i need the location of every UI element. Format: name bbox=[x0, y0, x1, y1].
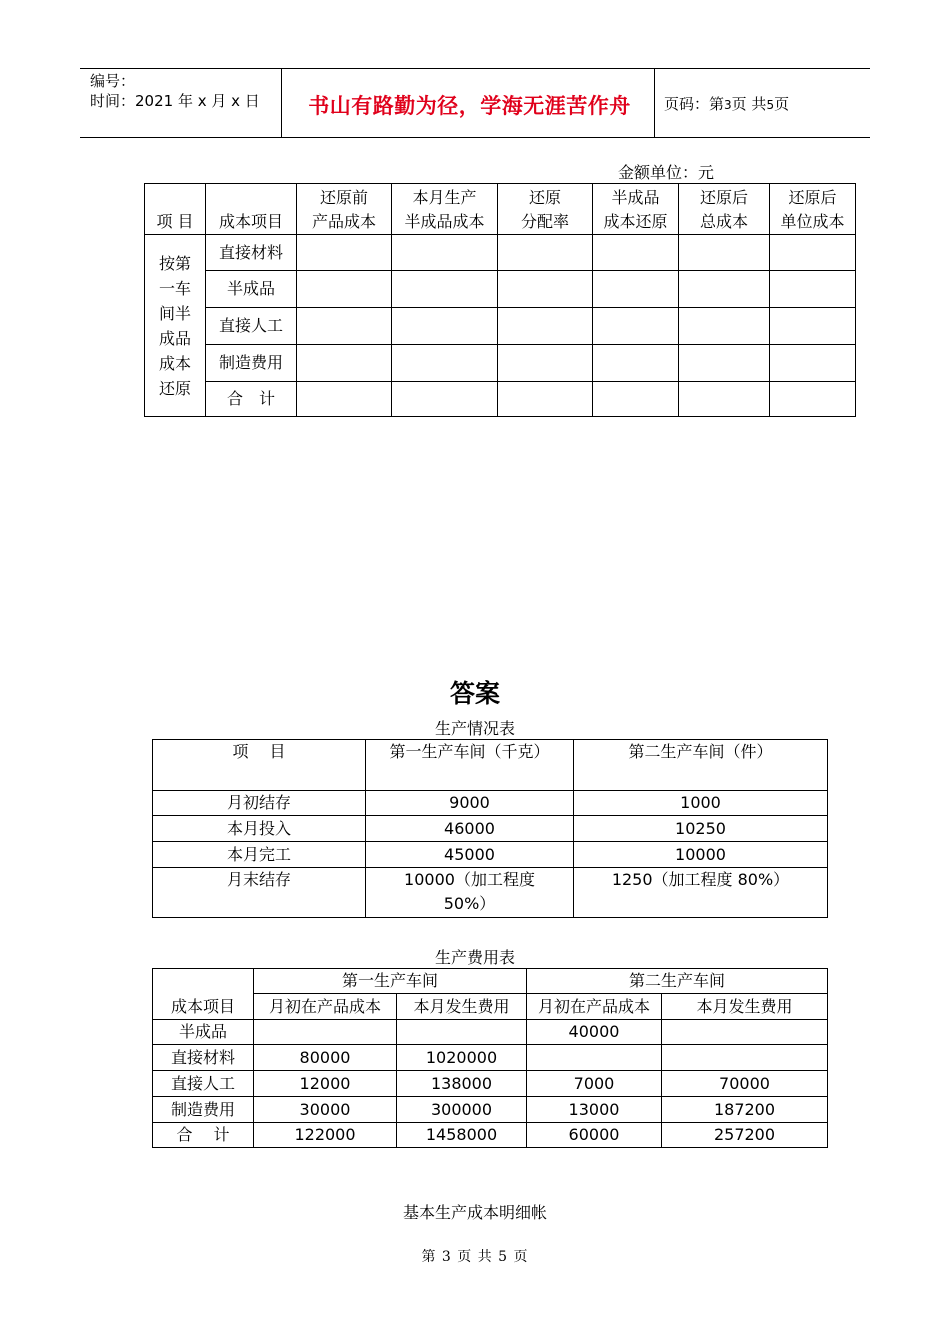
header-cell: 还原后 单位成本 bbox=[770, 184, 856, 235]
header-motto: 书山有路勤为径，学海无涯苦作舟 bbox=[308, 94, 631, 118]
table-header-row bbox=[145, 184, 856, 235]
header-cell: 还原后 总成本 bbox=[679, 184, 770, 235]
header-cell: 月初在产品成本 bbox=[527, 994, 662, 1020]
table-row bbox=[145, 235, 856, 271]
time-label: 时间：2021 年 x 月 x 日 bbox=[90, 92, 260, 110]
page-prefix: 页码：第 bbox=[664, 95, 725, 113]
header-divider bbox=[654, 69, 655, 137]
table-header-row bbox=[153, 969, 828, 994]
row-label: 直接人工 bbox=[206, 308, 297, 345]
header-cell: 项 目 bbox=[145, 184, 206, 235]
header-cell: 项 目 bbox=[153, 740, 366, 791]
header-cell: 本月生产 半成品成本 bbox=[392, 184, 498, 235]
table-header-row bbox=[153, 994, 828, 1020]
number-label: 编号： bbox=[90, 72, 136, 90]
header-cell: 本月发生费用 bbox=[662, 994, 828, 1020]
table-header-row bbox=[153, 740, 828, 791]
header-cell: 成本项目 bbox=[206, 184, 297, 235]
table-row: 本月投入 46000 10250 bbox=[153, 816, 828, 842]
header-page-number bbox=[664, 93, 789, 114]
production-cost-table bbox=[152, 968, 828, 1148]
header-cell: 本月发生费用 bbox=[397, 994, 527, 1020]
table-row bbox=[145, 271, 856, 308]
group-label: 按第 一车 间半 成品 成本 还原 bbox=[145, 235, 206, 417]
header-cell: 月初在产品成本 bbox=[254, 994, 397, 1020]
table-row: 半成品 40000 bbox=[153, 1020, 828, 1045]
header-cell: 半成品 成本还原 bbox=[593, 184, 679, 235]
row-label: 半成品 bbox=[206, 271, 297, 308]
header-cell: 还原前 产品成本 bbox=[297, 184, 392, 235]
page-total: 5 bbox=[766, 98, 775, 112]
production-status-caption: 生产情况表 bbox=[434, 719, 515, 738]
header-group: 第一生产车间 bbox=[254, 969, 527, 994]
table-row: 合 计 122000 1458000 60000 257200 bbox=[153, 1123, 828, 1148]
page-header bbox=[80, 68, 870, 138]
table-row: 本月完工 45000 10000 bbox=[153, 842, 828, 868]
header-group: 第二生产车间 bbox=[527, 969, 828, 994]
header-cell: 还原 分配率 bbox=[498, 184, 593, 235]
production-status-table bbox=[152, 739, 828, 918]
table-row: 直接人工 12000 138000 7000 70000 bbox=[153, 1071, 828, 1097]
table-row: 制造费用 30000 300000 13000 187200 bbox=[153, 1097, 828, 1123]
page-footer: 第 3 页 共 5 页 bbox=[421, 1249, 529, 1265]
table-row bbox=[145, 382, 856, 417]
header-cell: 第二生产车间（件） bbox=[574, 740, 828, 791]
header-meta bbox=[90, 71, 260, 111]
table-row: 月初结存 9000 1000 bbox=[153, 791, 828, 816]
cost-restoration-table bbox=[144, 183, 856, 417]
amount-unit: 金额单位：元 bbox=[618, 163, 715, 182]
page-mid: 页 共 bbox=[731, 95, 767, 113]
cost-ledger-caption: 基本生产成本明细帐 bbox=[402, 1203, 547, 1222]
table-row bbox=[145, 308, 856, 345]
row-label: 直接材料 bbox=[206, 235, 297, 271]
page-current: 3 bbox=[724, 98, 732, 112]
answer-title: 答案 bbox=[449, 679, 500, 708]
header-cell: 成本项目 bbox=[153, 969, 254, 1020]
page-suffix: 页 bbox=[774, 95, 790, 113]
header-cell: 第一生产车间（千克） bbox=[366, 740, 574, 791]
table-row bbox=[145, 345, 856, 382]
table-row: 直接材料 80000 1020000 bbox=[153, 1045, 828, 1071]
row-label: 制造费用 bbox=[206, 345, 297, 382]
table-row: 月末结存 10000（加工程度50%） 1250（加工程度 80%） bbox=[153, 868, 828, 918]
production-cost-caption: 生产费用表 bbox=[434, 948, 515, 967]
row-label: 合 计 bbox=[206, 382, 297, 417]
